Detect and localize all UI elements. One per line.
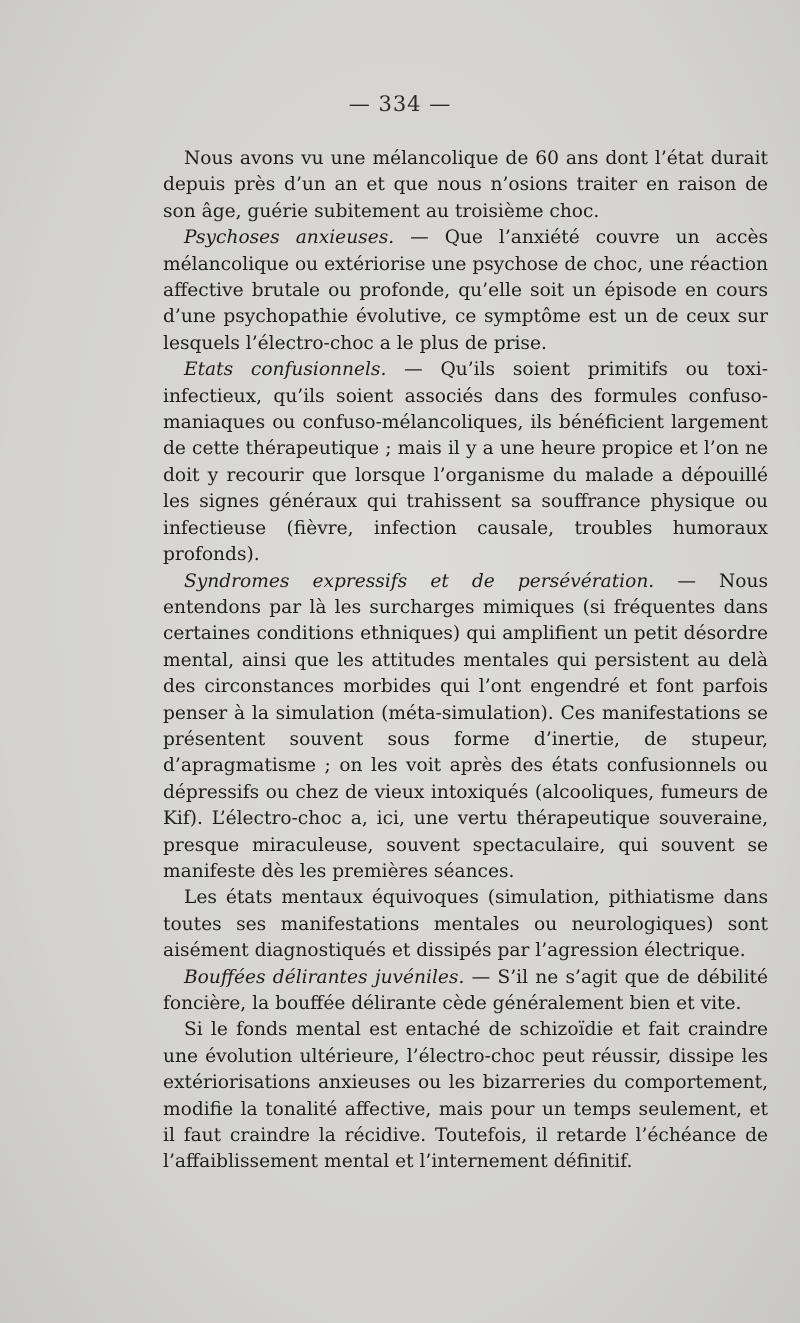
- page-number: — 334 —: [348, 92, 452, 116]
- section-heading: Bouffées délirantes juvéniles.: [184, 966, 465, 988]
- section-heading: Syndromes expressifs et de persévération.: [184, 570, 655, 592]
- body-text: [163, 146, 768, 1176]
- paragraph: [163, 146, 768, 225]
- paragraph-text: — Que l’anxiété couvre un accès mélancolique ou extériorise une psychose de choc, une réaction affective brutale ou profonde, qu’elle soit un épisode en cours d’une psychopathie évolutive, ce symptôme est un de ceux sur lesquels l’électro-choc a le plus de prise.: [163, 227, 768, 354]
- section-heading: Psychoses anxieuses.: [184, 227, 395, 249]
- paragraph: [163, 225, 768, 357]
- paragraph-text: — Nous entendons par là les surcharges mimiques (si fréquentes dans certaines conditions ethniques) qui amplifient un petit désordre mental, ainsi que les attitudes mentales qui persistent au delà des circonstances morbides qui l’ont engendré et font parfois penser à la simulation (méta-simulation). Ces manifestations se présentent souvent sous forme d’inertie, de stupeur, d’apragmatisme ; on les voit après des états confusionnels ou dépressifs ou chez de vieux intoxiqués (alcooliques, fumeurs de Kif). L’électro-choc a, ici, une vertu thérapeutique souveraine, presque miraculeuse, souvent spectaculaire, qui souvent se manifeste dès les premières séances.: [163, 570, 768, 882]
- paragraph: [163, 885, 768, 964]
- paragraph: [163, 1017, 768, 1175]
- paragraph: [163, 965, 768, 1018]
- section-heading: Etats confusionnels.: [184, 359, 387, 381]
- paragraph-text: Les états mentaux équivoques (simulation, pithiatisme dans toutes ses manifestations mentales ou neurologiques) sont aisément diagnostiqués et dissipés par l’agression électrique.: [163, 887, 768, 962]
- paragraph-text: — S’il ne s’agit que de débilité foncière, la bouffée délirante cède généralement bien et vite.: [163, 966, 768, 1014]
- paragraph-text: — Qu’ils soient primitifs ou toxi-infectieux, qu’ils soient associés dans des formules confuso-maniaques ou confuso-mélancoliques, ils bénéficient largement de cette thérapeutique ; mais il y a une heure propice et l’on ne doit y recourir que lorsque l’organisme du malade a dépouillé les signes généraux qui trahissent sa souffrance physique ou infectieuse (fièvre, infection causale, troubles humoraux profonds).: [163, 359, 768, 566]
- paragraph-text: Si le fonds mental est entaché de schizoïdie et fait craindre une évolution ultérieure, l’électro-choc peut réussir, dissipe les extériorisations anxieuses ou les bizarreries du comportement, modifie la tonalité affective, mais pour un temps seulement, et il faut craindre la récidive. Toutefois, il retarde l’échéance de l’affaiblissement mental et l’internement définitif.: [163, 1019, 768, 1173]
- paragraph: [163, 357, 768, 568]
- paragraph: [163, 569, 768, 886]
- paragraph-text: Nous avons vu une mélancolique de 60 ans dont l’état durait depuis près d’un an et que nous n’osions traiter en raison de son âge, guérie subitement au troisième choc.: [163, 148, 768, 222]
